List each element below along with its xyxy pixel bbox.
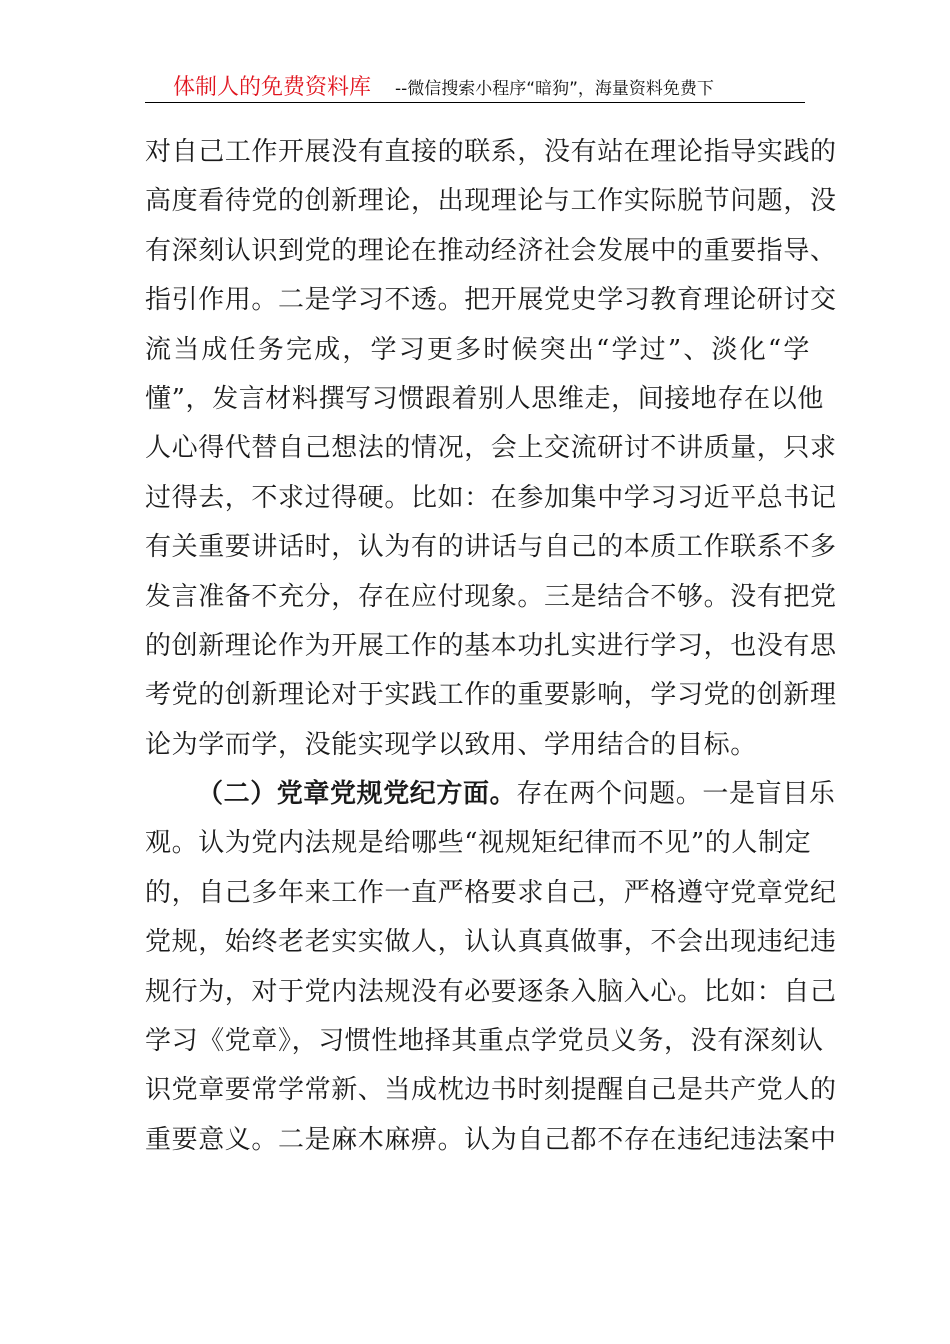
text-line: 有深刻认识到党的理论在推动经济社会发展中的重要指导、 [145, 235, 837, 266]
text-line: 党规，始终老老实实做人，认认真真做事，不会出现违纪违 [145, 927, 837, 958]
text-line: 懂”，发言材料撰写习惯跟着别人思维走，间接地存在以他 [145, 383, 824, 414]
paragraph-2 [145, 770, 837, 1165]
text-line: 高度看待党的创新理论，出现理论与工作实际脱节问题，没 [145, 186, 837, 217]
heading-line-text: 存在两个问题。一是盲目乐 [516, 779, 836, 810]
text-line: 对自己工作开展没有直接的联系，没有站在理论指导实践的 [145, 137, 837, 167]
text-line: 指引作用。二是学习不透。把开展党史学习教育理论研讨交 [145, 285, 837, 316]
text-line: 人心得代替自己想法的情况，会上交流研讨不讲质量，只求 [145, 433, 837, 464]
document-body [145, 128, 837, 1165]
section-heading: （二）党章党规党纪方面。 [197, 779, 517, 810]
paragraph-1 [145, 128, 837, 770]
text-line: 学习《党章》，习惯性地择其重点学党员义务，没有深刻认 [145, 1026, 824, 1057]
text-line: 流当成任务完成，学习更多时候突出“学过”、淡化“学 [145, 334, 810, 365]
page-header [145, 66, 805, 103]
header-subtitle: --微信搜索小程序“暗狗”，海量资料免费下 [395, 79, 714, 99]
text-line: 规行为，对于党内法规没有必要逐条入脑入心。比如：自己 [145, 976, 837, 1007]
text-line: 的创新理论作为开展工作的基本功扎实进行学习，也没有思 [145, 630, 837, 661]
text-line: 识党章要常学常新、当成枕边书时刻提醒自己是共产党人的 [145, 1075, 837, 1106]
text-line: 发言准备不充分，存在应付现象。三是结合不够。没有把党 [145, 581, 837, 612]
text-line: 论为学而学，没能实现学以致用、学用结合的目标。 [145, 729, 757, 760]
text-line: 考党的创新理论对于实践工作的重要影响，学习党的创新理 [145, 680, 837, 711]
text-line: 观。认为党内法规是给哪些“视规矩纪律而不见”的人制定 [145, 828, 812, 859]
text-line: 有关重要讲话时，认为有的讲话与自己的本质工作联系不多 [145, 532, 837, 563]
text-line: 过得去，不求过得硬。比如：在参加集中学习习近平总书记 [145, 482, 837, 513]
text-line: 重要意义。二是麻木麻痹。认为自己都不存在违纪违法案中 [145, 1124, 837, 1155]
text-line: 的，自己多年来工作一直严格要求自己，严格遵守党章党纪 [145, 877, 837, 908]
header-title: 体制人的免费资料库 [173, 75, 372, 100]
section-heading-line [145, 770, 836, 819]
